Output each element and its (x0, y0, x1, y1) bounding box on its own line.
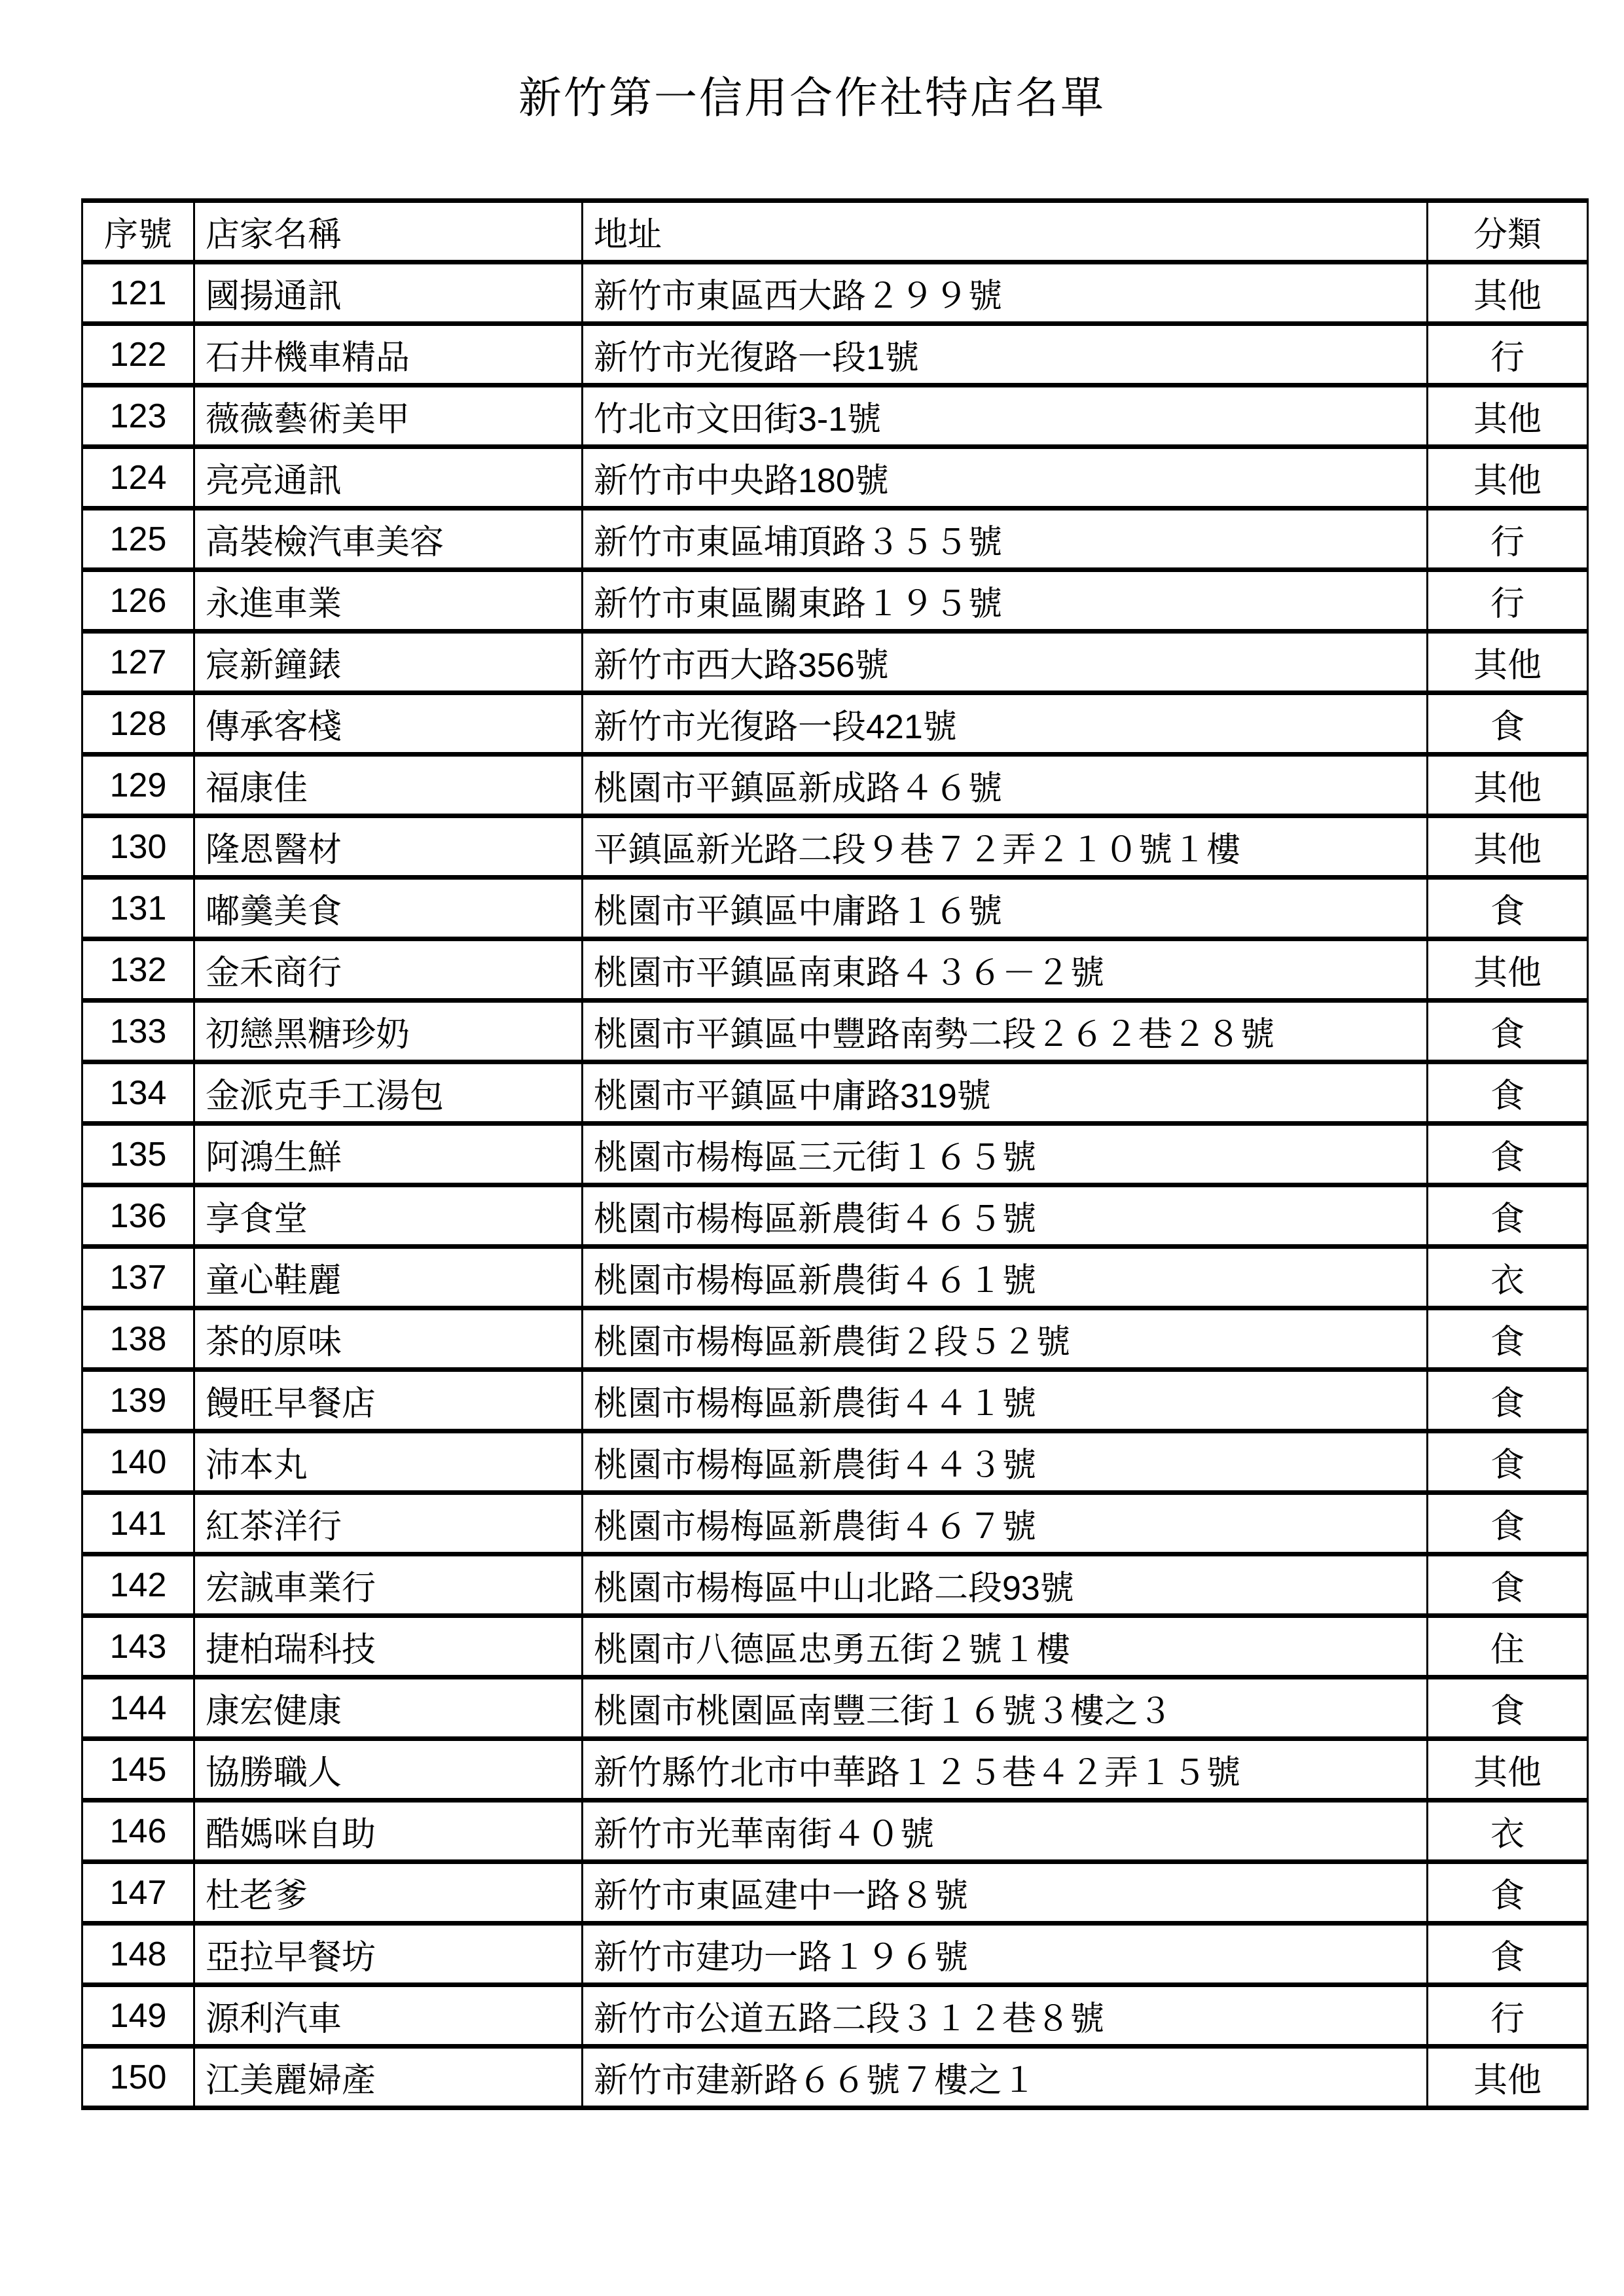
cell-address: 桃園市八德區忠勇五街２號１樓 (583, 1616, 1428, 1677)
cell-store-name: 紅茶洋行 (194, 1493, 583, 1554)
cell-store-name: 初戀黑糖珍奶 (194, 1001, 583, 1062)
cell-store-name: 薇薇藝術美甲 (194, 386, 583, 447)
cell-store-name: 饅旺早餐店 (194, 1370, 583, 1431)
table-row (82, 1001, 1588, 1062)
cell-address: 桃園市楊梅區新農街４４３號 (583, 1431, 1428, 1493)
cell-id: 138 (82, 1308, 194, 1370)
cell-id: 147 (82, 1862, 194, 1924)
cell-store-name: 傳承客棧 (194, 693, 583, 755)
cell-id: 126 (82, 570, 194, 632)
cell-category: 其他 (1428, 2047, 1588, 2108)
cell-category: 住 (1428, 1616, 1588, 1677)
cell-category: 行 (1428, 570, 1588, 632)
cell-store-name: 亮亮通訊 (194, 447, 583, 509)
header-row (82, 201, 1588, 262)
table-row (82, 1985, 1588, 2047)
cell-store-name: 康宏健康 (194, 1677, 583, 1739)
cell-id: 136 (82, 1185, 194, 1247)
table-row (82, 632, 1588, 693)
table-row (82, 693, 1588, 755)
cell-store-name: 江美麗婦產 (194, 2047, 583, 2108)
cell-address: 桃園市桃園區南豐三街１６號３樓之３ (583, 1677, 1428, 1739)
cell-id: 145 (82, 1739, 194, 1801)
cell-address: 新竹市中央路180號 (583, 447, 1428, 509)
cell-id: 123 (82, 386, 194, 447)
cell-id: 135 (82, 1124, 194, 1185)
cell-id: 133 (82, 1001, 194, 1062)
cell-address: 桃園市楊梅區中山北路二段93號 (583, 1554, 1428, 1616)
table-row (82, 386, 1588, 447)
cell-store-name: 福康佳 (194, 755, 583, 816)
table-row (82, 1677, 1588, 1739)
table-row (82, 1185, 1588, 1247)
cell-category: 食 (1428, 1862, 1588, 1924)
cell-address: 桃園市楊梅區新農街４４１號 (583, 1370, 1428, 1431)
cell-id: 129 (82, 755, 194, 816)
cell-id: 141 (82, 1493, 194, 1554)
cell-category: 衣 (1428, 1247, 1588, 1308)
cell-address: 桃園市楊梅區新農街４６７號 (583, 1493, 1428, 1554)
cell-store-name: 協勝職人 (194, 1739, 583, 1801)
table-row (82, 878, 1588, 939)
cell-address: 桃園市楊梅區新農街２段５２號 (583, 1308, 1428, 1370)
table-row (82, 1739, 1588, 1801)
cell-id: 146 (82, 1801, 194, 1862)
cell-store-name: 隆恩醫材 (194, 816, 583, 878)
table-row (82, 1124, 1588, 1185)
cell-address: 新竹市建新路６６號７樓之１ (583, 2047, 1428, 2108)
table-row (82, 1062, 1588, 1124)
cell-category: 其他 (1428, 386, 1588, 447)
cell-store-name: 童心鞋麗 (194, 1247, 583, 1308)
cell-store-name: 永進車業 (194, 570, 583, 632)
table-row (82, 1370, 1588, 1431)
cell-id: 128 (82, 693, 194, 755)
table-row (82, 755, 1588, 816)
cell-category: 食 (1428, 1370, 1588, 1431)
cell-address: 桃園市楊梅區新農街４６５號 (583, 1185, 1428, 1247)
cell-category: 食 (1428, 1124, 1588, 1185)
table-body (82, 262, 1588, 2108)
cell-id: 121 (82, 262, 194, 324)
cell-category: 食 (1428, 1062, 1588, 1124)
cell-address: 新竹縣竹北市中華路１２５巷４２弄１５號 (583, 1739, 1428, 1801)
cell-id: 140 (82, 1431, 194, 1493)
header-cell-address: 地址 (583, 201, 1428, 262)
table-row (82, 1924, 1588, 1985)
cell-store-name: 阿鴻生鮮 (194, 1124, 583, 1185)
cell-address: 新竹市光復路一段421號 (583, 693, 1428, 755)
cell-id: 143 (82, 1616, 194, 1677)
table-row (82, 1308, 1588, 1370)
cell-address: 新竹市東區建中一路８號 (583, 1862, 1428, 1924)
table-row (82, 324, 1588, 386)
cell-id: 142 (82, 1554, 194, 1616)
cell-address: 桃園市平鎮區南東路４３６－２號 (583, 939, 1428, 1001)
cell-category: 其他 (1428, 262, 1588, 324)
cell-address: 桃園市平鎮區中庸路１６號 (583, 878, 1428, 939)
page-title: 新竹第一信用合作社特店名單 (518, 73, 1106, 122)
cell-category: 其他 (1428, 939, 1588, 1001)
cell-store-name: 宏誠車業行 (194, 1554, 583, 1616)
cell-category: 食 (1428, 1677, 1588, 1739)
cell-id: 134 (82, 1062, 194, 1124)
cell-category: 其他 (1428, 632, 1588, 693)
cell-address: 竹北市文田街3-1號 (583, 386, 1428, 447)
cell-address: 新竹市東區關東路１９５號 (583, 570, 1428, 632)
cell-id: 131 (82, 878, 194, 939)
table-row (82, 816, 1588, 878)
cell-store-name: 亞拉早餐坊 (194, 1924, 583, 1985)
table-row (82, 1247, 1588, 1308)
cell-address: 桃園市楊梅區三元街１６５號 (583, 1124, 1428, 1185)
table-row (82, 1493, 1588, 1554)
cell-id: 139 (82, 1370, 194, 1431)
cell-address: 新竹市光復路一段1號 (583, 324, 1428, 386)
cell-id: 148 (82, 1924, 194, 1985)
cell-id: 144 (82, 1677, 194, 1739)
cell-category: 食 (1428, 878, 1588, 939)
cell-id: 125 (82, 509, 194, 570)
cell-store-name: 酷媽咪自助 (194, 1801, 583, 1862)
cell-store-name: 高裝檢汽車美容 (194, 509, 583, 570)
cell-category: 食 (1428, 1001, 1588, 1062)
store-table (81, 198, 1589, 2110)
table-row (82, 1616, 1588, 1677)
table-row (82, 1801, 1588, 1862)
cell-store-name: 茶的原味 (194, 1308, 583, 1370)
cell-category: 行 (1428, 509, 1588, 570)
cell-id: 149 (82, 1985, 194, 2047)
table-row (82, 570, 1588, 632)
cell-store-name: 金禾商行 (194, 939, 583, 1001)
table-row (82, 939, 1588, 1001)
cell-category: 其他 (1428, 816, 1588, 878)
cell-category: 食 (1428, 693, 1588, 755)
cell-address: 新竹市公道五路二段３１２巷８號 (583, 1985, 1428, 2047)
cell-category: 衣 (1428, 1801, 1588, 1862)
table-row (82, 262, 1588, 324)
cell-store-name: 宸新鐘錶 (194, 632, 583, 693)
cell-store-name: 沛本丸 (194, 1431, 583, 1493)
cell-id: 137 (82, 1247, 194, 1308)
cell-address: 新竹市東區埔頂路３５５號 (583, 509, 1428, 570)
cell-store-name: 捷柏瑞科技 (194, 1616, 583, 1677)
cell-store-name: 國揚通訊 (194, 262, 583, 324)
header-cell-id: 序號 (82, 201, 194, 262)
cell-address: 桃園市平鎮區中豐路南勢二段２６２巷２８號 (583, 1001, 1428, 1062)
cell-id: 150 (82, 2047, 194, 2108)
table-row (82, 447, 1588, 509)
cell-id: 132 (82, 939, 194, 1001)
cell-category: 食 (1428, 1493, 1588, 1554)
cell-category: 其他 (1428, 1739, 1588, 1801)
cell-address: 桃園市楊梅區新農街４６１號 (583, 1247, 1428, 1308)
cell-category: 食 (1428, 1924, 1588, 1985)
cell-category: 食 (1428, 1185, 1588, 1247)
cell-address: 桃園市平鎮區中庸路319號 (583, 1062, 1428, 1124)
cell-category: 其他 (1428, 755, 1588, 816)
table-row (82, 1862, 1588, 1924)
cell-id: 127 (82, 632, 194, 693)
cell-address: 新竹市東區西大路２９９號 (583, 262, 1428, 324)
cell-store-name: 杜老爹 (194, 1862, 583, 1924)
cell-category: 行 (1428, 1985, 1588, 2047)
cell-store-name: 石井機車精品 (194, 324, 583, 386)
table-row (82, 1554, 1588, 1616)
cell-address: 新竹市建功一路１９６號 (583, 1924, 1428, 1985)
cell-store-name: 享食堂 (194, 1185, 583, 1247)
cell-category: 其他 (1428, 447, 1588, 509)
cell-address: 新竹市光華南街４０號 (583, 1801, 1428, 1862)
cell-category: 行 (1428, 324, 1588, 386)
cell-category: 食 (1428, 1554, 1588, 1616)
table-row (82, 509, 1588, 570)
header-cell-name: 店家名稱 (194, 201, 583, 262)
cell-store-name: 源利汽車 (194, 1985, 583, 2047)
header-cell-category: 分類 (1428, 201, 1588, 262)
cell-address: 平鎮區新光路二段９巷７２弄２１０號１樓 (583, 816, 1428, 878)
cell-category: 食 (1428, 1431, 1588, 1493)
table-row (82, 2047, 1588, 2108)
table-row (82, 1431, 1588, 1493)
cell-id: 124 (82, 447, 194, 509)
cell-address: 桃園市平鎮區新成路４６號 (583, 755, 1428, 816)
table-header (82, 201, 1588, 262)
cell-id: 122 (82, 324, 194, 386)
cell-id: 130 (82, 816, 194, 878)
cell-store-name: 嘟羹美食 (194, 878, 583, 939)
cell-address: 新竹市西大路356號 (583, 632, 1428, 693)
cell-store-name: 金派克手工湯包 (194, 1062, 583, 1124)
cell-category: 食 (1428, 1308, 1588, 1370)
